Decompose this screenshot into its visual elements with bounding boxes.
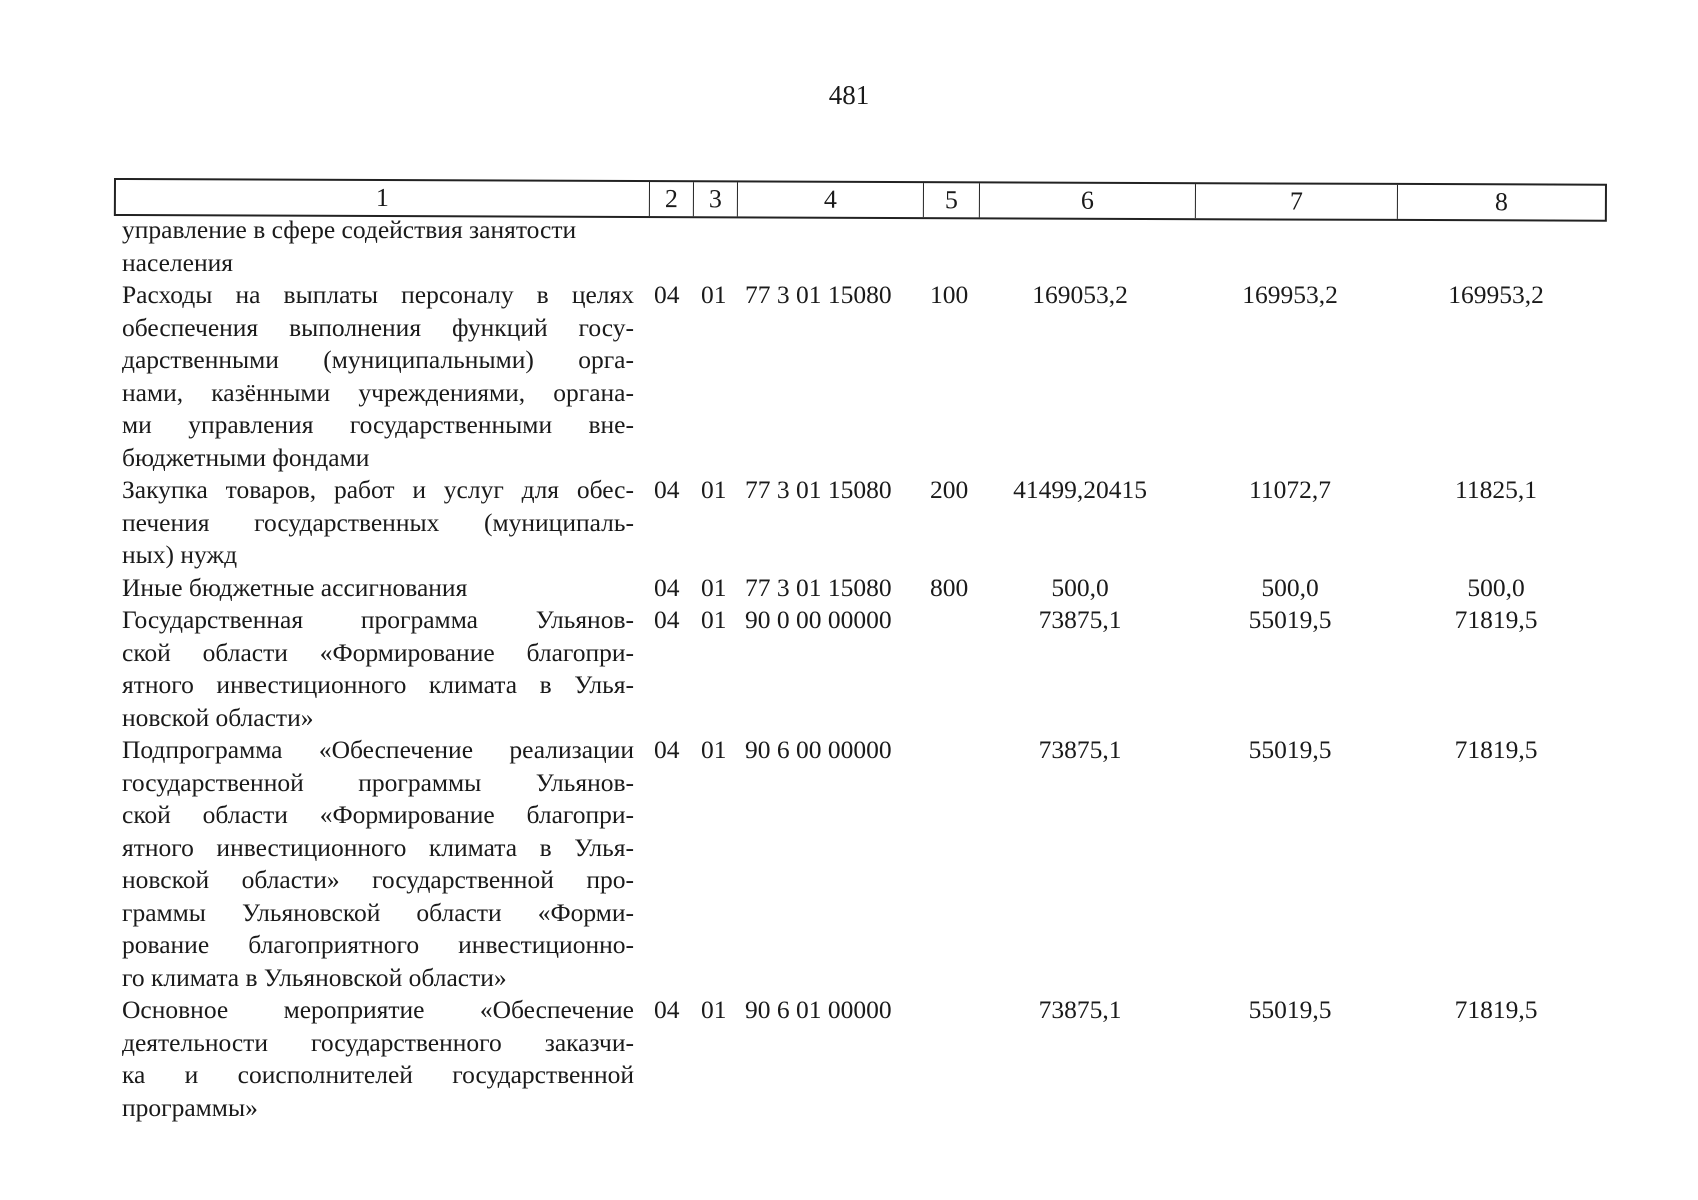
table-row [0, 994, 1698, 1124]
description-line: обеспечения выполнения функций госу- [122, 312, 634, 342]
target-article-code: 90 6 00 00000 [745, 735, 892, 764]
amount-col-8: 71819,5 [1454, 735, 1538, 764]
amount-col-6: 169053,2 [1032, 280, 1128, 309]
table-row [0, 734, 1698, 994]
target-article-code: 90 6 01 00000 [745, 995, 892, 1024]
amount-col-6: 41499,20415 [1013, 475, 1147, 504]
amount-col-8: 71819,5 [1454, 995, 1538, 1024]
subsection-code: 01 [701, 475, 727, 504]
description-line: Подпрограмма «Обеспечение реализации [122, 735, 634, 764]
amount-col-7: 11072,7 [1249, 475, 1331, 504]
amount-col-8: 11825,1 [1455, 475, 1537, 504]
amount-col-6: 73875,1 [1038, 605, 1122, 634]
header-col-5: 5 [924, 183, 980, 217]
description-line: Расходы на выплаты персоналу в целях [122, 280, 634, 309]
table-row [0, 474, 1698, 572]
table-row [0, 572, 1698, 605]
row-description [122, 214, 634, 279]
subsection-code: 01 [701, 995, 727, 1024]
description-line: Иные бюджетные ассигнования [122, 572, 468, 602]
header-col-6: 6 [980, 183, 1196, 218]
description-line: Закупка товаров, работ и услуг для обес- [122, 475, 634, 504]
header-col-1: 1 [116, 180, 650, 216]
description-line: программы» [122, 1092, 258, 1122]
header-col-7: 7 [1196, 184, 1398, 219]
header-col-2: 2 [650, 182, 694, 216]
description-line: граммы Ульяновской области «Форми- [122, 897, 634, 927]
subsection-code: 01 [701, 605, 727, 634]
row-description [122, 279, 634, 474]
amount-col-6: 73875,1 [1038, 995, 1122, 1024]
description-line: новской области» [122, 702, 314, 732]
description-line: ятного инвестиционного климата в Улья- [122, 670, 634, 699]
section-code: 04 [654, 475, 680, 504]
amount-col-6: 73875,1 [1038, 735, 1122, 764]
section-code: 04 [654, 280, 680, 309]
section-code: 04 [654, 735, 680, 764]
header-col-8: 8 [1494, 187, 1508, 217]
description-line: ка и соисполнителей государственной [122, 1060, 634, 1089]
row-description [122, 994, 634, 1124]
target-article-code: 90 0 00 00000 [745, 605, 892, 634]
target-article-code: 77 3 01 15080 [745, 475, 892, 504]
subsection-code: 01 [701, 280, 727, 309]
row-description [122, 572, 634, 605]
description-line: Основное мероприятие «Обеспечение [122, 995, 634, 1024]
description-line: ятного инвестиционного климата в Улья- [122, 832, 634, 862]
amount-col-8: 71819,5 [1454, 605, 1538, 634]
table-body [0, 214, 1698, 1124]
description-line: деятельности государственного заказчи- [122, 1027, 634, 1057]
table-row [0, 604, 1698, 734]
amount-col-7: 55019,5 [1248, 995, 1332, 1024]
description-line: ской области «Формирование благопри- [122, 800, 634, 829]
description-line: государственной программы Ульянов- [122, 767, 634, 797]
section-code: 04 [654, 605, 680, 634]
description-line: ми управления государственными вне- [122, 410, 634, 439]
table-row [0, 214, 1698, 279]
expense-type-code: 200 [930, 475, 969, 504]
row-description [122, 604, 634, 734]
description-line: дарственными (муниципальными) орга- [122, 345, 634, 374]
description-line: Государственная программа Ульянов- [122, 605, 634, 634]
amount-col-8: 169953,2 [1448, 280, 1544, 309]
amount-col-7: 169953,2 [1242, 280, 1338, 309]
description-line: ской области «Формирование благопри- [122, 637, 634, 667]
table-row [0, 279, 1698, 474]
amount-col-7: 55019,5 [1248, 605, 1332, 634]
description-line: населения [122, 247, 233, 277]
description-line: печения государственных (муниципаль- [122, 507, 634, 537]
subsection-code: 01 [701, 572, 727, 602]
expense-type-code: 100 [930, 280, 969, 309]
amount-col-7: 55019,5 [1248, 735, 1332, 764]
description-line: рование благоприятного инвестиционно- [122, 930, 634, 959]
target-article-code: 77 3 01 15080 [745, 572, 892, 602]
page-number: 481 [828, 80, 870, 110]
amount-col-6: 500,0 [1051, 572, 1109, 602]
section-code: 04 [654, 995, 680, 1024]
header-col-4: 4 [738, 182, 924, 217]
description-line: управление в сфере содействия занятости [122, 215, 577, 244]
subsection-code: 01 [701, 735, 727, 764]
description-line: ных) нужд [122, 540, 238, 569]
description-line: го климата в Ульяновской области» [122, 962, 507, 992]
row-description [122, 734, 634, 994]
description-line: новской области» государственной про- [122, 865, 634, 894]
amount-col-7: 500,0 [1261, 572, 1319, 602]
expense-type-code: 800 [930, 572, 969, 602]
header-col-3: 3 [694, 182, 738, 216]
target-article-code: 77 3 01 15080 [745, 280, 892, 309]
section-code: 04 [654, 572, 680, 602]
description-line: нами, казёнными учреждениями, органа- [122, 377, 634, 407]
description-line: бюджетными фондами [122, 442, 370, 472]
amount-col-8: 500,0 [1467, 572, 1525, 602]
row-description [122, 474, 634, 572]
